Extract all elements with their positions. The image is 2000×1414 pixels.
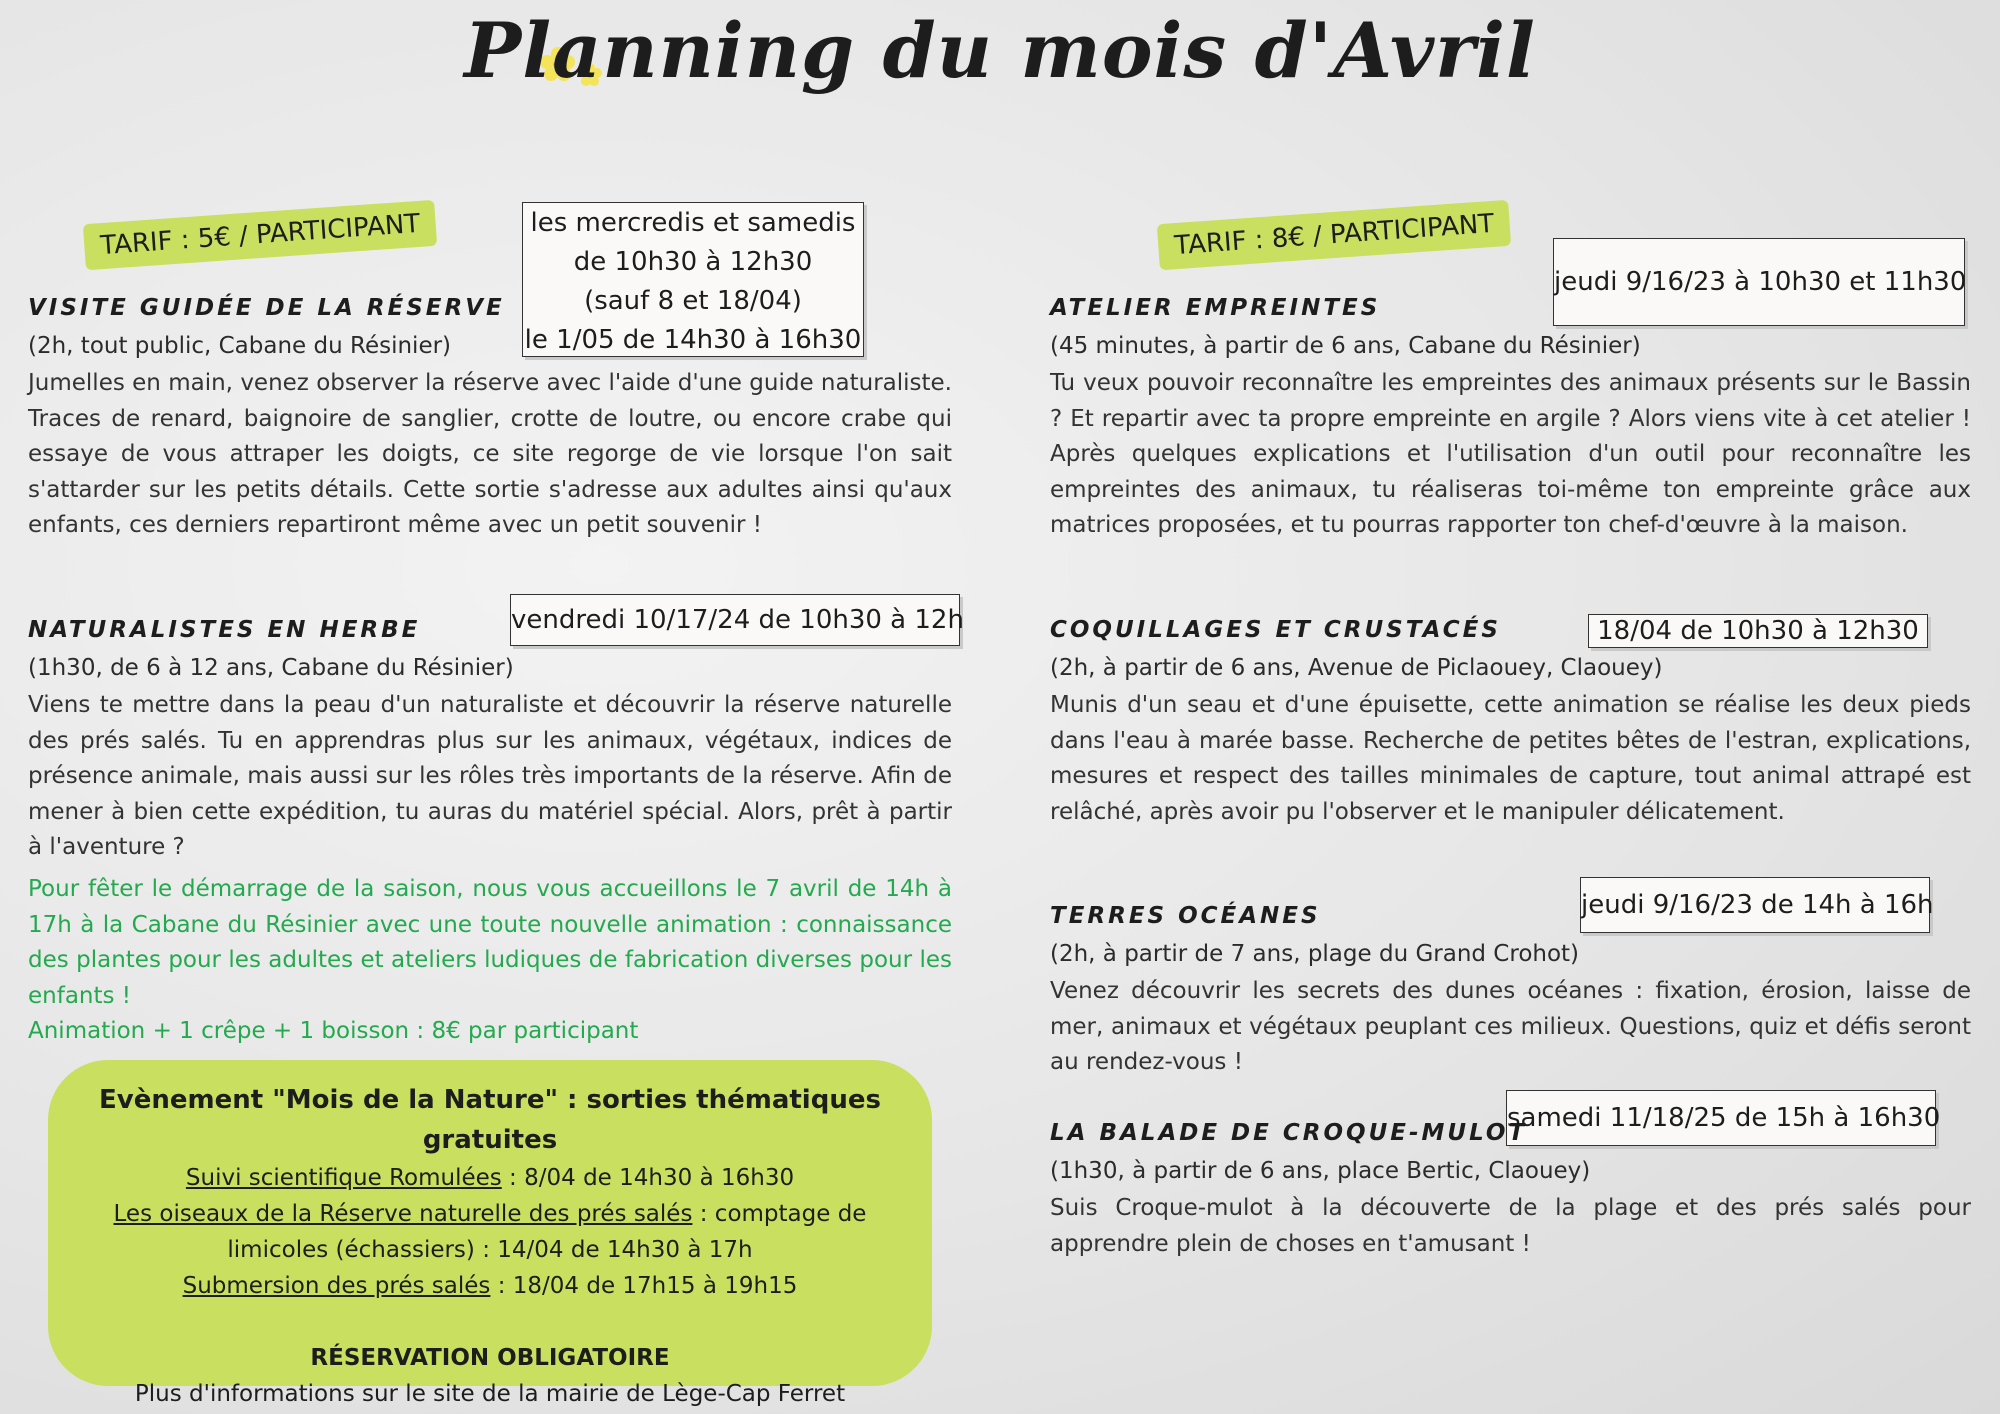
schedule-line: le 1/05 de 14h30 à 16h30: [524, 325, 862, 355]
schedule-box-atelier: jeudi 9/16/23 à 10h30 et 11h30: [1553, 238, 1965, 326]
page-title: Planning du mois d'Avril: [464, 6, 1536, 95]
event-link-submersion[interactable]: Submersion des prés salés: [182, 1273, 491, 1299]
activity-description-visite: Jumelles en main, venez observer la réserve avec l'aide d'une guide naturaliste. Traces de renard, baignoire de sanglier, crotte de loutre, ou encore crabe qui essaye de vous attraper les doigts, ce site regorge de vie lorsque l'on sait s'attarder sur les petits détails. Cette sortie s'adresse aux adultes ainsi qu'aux enfants, ces derniers repartiront même avec un petit souvenir !: [28, 370, 952, 539]
schedule-box-balade: samedi 11/18/25 de 15h à 16h30: [1506, 1090, 1936, 1146]
nature-month-event-box: [48, 1060, 932, 1407]
event-item: Les oiseaux de la Réserve naturelle des prés salés : comptage de: [113, 1201, 867, 1227]
event-item: Submersion des prés salés : 18/04 de 17h15 à 19h15: [182, 1273, 798, 1299]
activity-title-balade: LA BALADE DE CROQUE-MULOT: [1050, 1120, 1528, 1146]
tarif-badge-right: TARIF : 8€ / PARTICIPANT: [1157, 200, 1512, 270]
activity-description-terres: Venez découvrir les secrets des dunes océanes : fixation, érosion, laisse de mer, animaux et végétaux peuplant ces milieux. Questions, quiz et défis seront au rendez-vous !: [1050, 978, 1971, 1076]
activity-title-terres: TERRES OCÉANES: [1050, 903, 1321, 929]
tarif-badge-left: TARIF : 5€ / PARTICIPANT: [83, 200, 438, 270]
schedule-box-visite: [522, 202, 864, 357]
activity-title-coquillages: COQUILLAGES ET CRUSTACÉS: [1050, 617, 1501, 643]
activity-details-coquillages: (2h, à partir de 6 ans, Avenue de Piclaouey, Claouey): [1050, 655, 1663, 681]
more-info: Plus d'informations sur le site de la mairie de Lège-Cap Ferret: [134, 1381, 846, 1407]
schedule-box-naturalistes: vendredi 10/17/24 de 10h30 à 12h: [510, 594, 960, 646]
activity-details-visite: (2h, tout public, Cabane du Résinier): [28, 333, 452, 359]
season-opening-note: [28, 872, 952, 1050]
activity-description-atelier: Tu veux pouvoir reconnaître les empreintes des animaux présents sur le Bassin ? Et repartir avec ta propre empreinte en argile ? Alors viens vite à cet atelier ! Après quelques explications et l'utilisation d'un outil pour reconnaître les empreintes des animaux, tu réaliseras toi-même ton empreinte grâce aux matrices proposées, et tu pourras rapporter ton chef-d'œuvre à la maison.: [1050, 370, 1971, 539]
schedule-box-terres: jeudi 9/16/23 de 14h à 16h: [1580, 877, 1930, 933]
activity-description-balade: Suis Croque-mulot à la découverte de la plage et des prés salés pour apprendre plein de choses en t'amusant !: [1050, 1195, 1971, 1257]
activity-description-coquillages: Munis d'un seau et d'une épuisette, cette animation se réalise les deux pieds dans l'eau à marée basse. Recherche de petites bêtes de l'estran, explications, mesures et respect des tailles minimales de capture, tout animal attrapé est relâché, après avoir pu l'observer et le manipuler délicatement.: [1050, 692, 1971, 825]
activity-title-naturalistes: NATURALISTES EN HERBE: [28, 617, 421, 643]
schedule-box-coquillages: 18/04 de 10h30 à 12h30: [1588, 614, 1928, 648]
schedule-line: de 10h30 à 12h30: [573, 247, 813, 277]
activity-description-naturalistes: Viens te mettre dans la peau d'un naturaliste et découvrir la réserve naturelle des prés salés. Tu en apprendras plus sur les animaux, végétaux, indices de présence animale, mais aussi sur les rôles très importants de la réserve. Afin de mener à bien cette expédition, tu auras du matériel spécial. Alors, prêt à partir à l'aventure ?: [28, 692, 952, 861]
activity-title-atelier: ATELIER EMPREINTES: [1050, 295, 1381, 321]
season-opening-text: Pour fêter le démarrage de la saison, nous vous accueillons le 7 avril de 14h à 17h à la Cabane du Résinier avec une toute nouvelle animation : connaissance des plantes pour les adultes et ateliers ludiques de fabrication diverses pour les enfants !: [28, 876, 952, 1009]
event-item: Suivi scientifique Romulées : 8/04 de 14h30 à 16h30: [185, 1165, 795, 1191]
activity-details-terres: (2h, à partir de 7 ans, plage du Grand Crohot): [1050, 941, 1580, 967]
activity-details-naturalistes: (1h30, de 6 à 12 ans, Cabane du Résinier): [28, 655, 514, 681]
schedule-line: les mercredis et samedis: [530, 208, 856, 238]
schedule-line: (sauf 8 et 18/04): [584, 286, 802, 316]
event-link-oiseaux[interactable]: Les oiseaux de la Réserve naturelle des prés salés: [113, 1201, 693, 1227]
season-opening-price: Animation + 1 crêpe + 1 boisson : 8€ par participant: [28, 1018, 639, 1045]
event-item: limicoles (échassiers) : 14/04 de 14h30 à 17h: [227, 1237, 753, 1263]
activity-details-balade: (1h30, à partir de 6 ans, place Bertic, Claouey): [1050, 1158, 1591, 1184]
event-heading: Evènement "Mois de la Nature" : sorties thématiques gratuites: [99, 1085, 881, 1155]
activity-title-visite: VISITE GUIDÉE DE LA RÉSERVE: [28, 295, 505, 321]
event-link-romulees[interactable]: Suivi scientifique Romulées: [185, 1165, 502, 1191]
activity-details-atelier: (45 minutes, à partir de 6 ans, Cabane du Résinier): [1050, 333, 1641, 359]
reservation-required: RÉSERVATION OBLIGATOIRE: [310, 1345, 670, 1371]
